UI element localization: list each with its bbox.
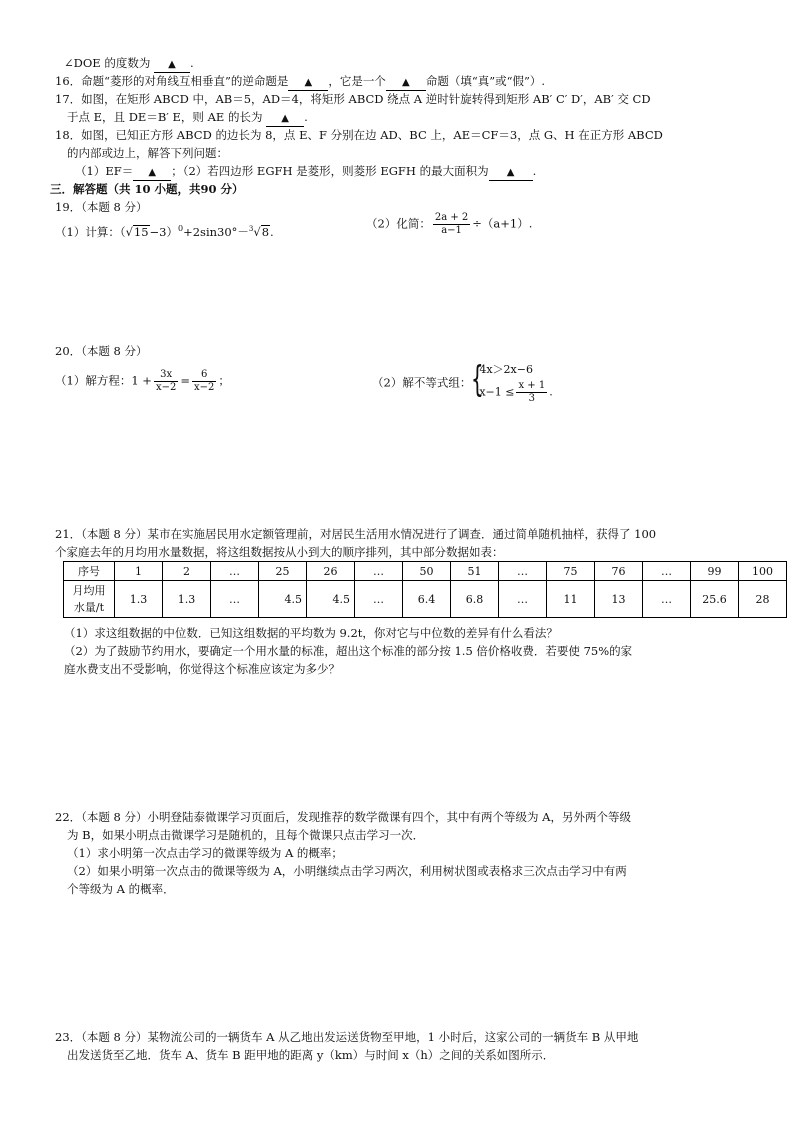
- question-20-heading: 20．（本题 8 分）: [55, 344, 148, 358]
- table-cell: 1: [115, 562, 163, 581]
- question-19-part1: （1）计算：$(√15-3)^0+2\sin 30^\circ-^3√8$.: [55, 224, 274, 239]
- table-cell: …: [643, 581, 691, 618]
- table-cell: 25.6: [691, 581, 739, 618]
- section-heading: 三．解答题（共 10 小题，共90 分）: [50, 182, 244, 196]
- question-21-parts: （1）求这组数据的中位数．已知这组数据的平均数为 9.2t，你对它与中位数的差异有什么看法？ （2）为了鼓励节约用水，要确定一个用水量的标准，超出这个标准的部分按 1.5 倍价格收费．若要使 75%的家 庭水费支出不受影响，你觉得这个标准应该定为多少？: [64, 626, 633, 676]
- question-18: 18．如图，已知正方形 ABCD 的边长为 8，点 E、F 分别在边 AD、BC 上，AE＝CF＝3，点 G、H 在正方形 ABCD 的内部或边上，解答下列问题： （1）EF＝ ▲ ；（2）若四边形 EGFH 是菱形，则菱形 EGFH 的最大面积为 ▲ .: [55, 126, 755, 181]
- answer-blank: ▲: [266, 110, 304, 127]
- table-header-cell: 月均用 水量/t: [64, 581, 115, 618]
- question-20-part2: （2）解不等式组： { 4x＞2x−6 x−1 ≤ $\frac{x + 1}{3}$ .: [372, 359, 553, 404]
- table-cell: …: [355, 581, 403, 618]
- table-row: [64, 562, 787, 581]
- table-cell: …: [499, 562, 547, 581]
- table-cell: …: [643, 562, 691, 581]
- table-cell: 4.5: [259, 581, 307, 618]
- table-cell: 75: [547, 562, 595, 581]
- q15-text: ∠DOE 的度数为: [64, 56, 151, 70]
- table-cell: 1.3: [115, 581, 163, 618]
- inequality-system: { 4x＞2x−6 x−1 ≤ $\frac{x + 1}{3}$ .: [471, 359, 553, 404]
- table-cell: …: [499, 581, 547, 618]
- table-cell: 100: [739, 562, 787, 581]
- answer-blank: ▲: [154, 56, 190, 73]
- table-cell: …: [211, 562, 259, 581]
- table-cell: 99: [691, 562, 739, 581]
- table-cell: 6.8: [451, 581, 499, 618]
- answer-blank: ▲: [489, 164, 533, 181]
- table-cell: 26: [307, 562, 355, 581]
- table-cell: 51: [451, 562, 499, 581]
- table-cell: 6.4: [403, 581, 451, 618]
- question-20-part1: （1）解方程：1 + $\frac{3x}{x-2}$ = $\frac{6}{x-2}$ ；: [55, 369, 230, 393]
- table-cell: …: [211, 581, 259, 618]
- table-header-cell: 序号: [64, 562, 115, 581]
- question-17: 17．如图，在矩形 ABCD 中，AB＝5，AD＝4，将矩形 ABCD 绕点 A 逆时针旋转得到矩形 AB′ C′ D′，AB′ 交 CD 于点 E，且 DE＝B′ E，则 AE 的长为 ▲ .: [55, 90, 755, 127]
- table-cell: 11: [547, 581, 595, 618]
- question-21: 21．（本题 8 分）某市在实施居民用水定额管理前，对居民生活用水情况进行了调查．通过简单随机抽样，获得了 100 个家庭去年的月均用水量数据，将这组数据按从小到大的顺序排列，其中部分数据如表：: [55, 527, 657, 559]
- table-cell: …: [355, 562, 403, 581]
- question-19-heading: 19．（本题 8 分）: [55, 200, 148, 214]
- table-cell: 1.3: [163, 581, 211, 618]
- water-usage-table: [63, 561, 787, 618]
- question-22: 22．（本题 8 分）小明登陆泰微课学习页面后，发现推荐的数学微课有四个，其中有两个等级为 A，另外两个等级 为 B，如果小明点击微课学习是随机的，且每个微课只点击学习一次． （1）求小明第一次点击学习的微课等级为 A 的概率； （2）如果小明第一次点击的微课等级为 A，小明继续点击学习两次，利用树状图或表格求三次点击学习中有两 个等级为 A 的概率．: [55, 810, 631, 896]
- table-cell: 28: [739, 581, 787, 618]
- answer-blank: ▲: [288, 74, 328, 91]
- question-number: 18．: [55, 128, 82, 142]
- answer-blank: ▲: [133, 164, 171, 181]
- question-23: 23．（本题 8 分）某物流公司的一辆货车 A 从乙地出发运送货物至甲地，1 小时后，这家公司的一辆货车 B 从甲地 出发送货至乙地．货车 A、货车 B 距甲地的距离 y（km）与时间 x（h）之间的关系如图所示．: [55, 1030, 639, 1062]
- question-number: 17．: [55, 92, 82, 106]
- table-cell: 76: [595, 562, 643, 581]
- question-number: 16．: [55, 74, 82, 88]
- question-16: 16．命题“菱形的对角线互相垂直”的逆命题是 ▲ ，它是一个 ▲ 命题（填“真”或“假”）.: [55, 72, 755, 91]
- table-cell: 25: [259, 562, 307, 581]
- q15-tail: ∠DOE 的度数为 ▲ .: [64, 54, 764, 73]
- table-row: [64, 581, 787, 618]
- table-cell: 50: [403, 562, 451, 581]
- question-19-part2: （2）化简： $\frac{2a + 2}{a-1}$ ÷（a+1）.: [366, 212, 533, 236]
- table-cell: 2: [163, 562, 211, 581]
- q17-line1: 如图，在矩形 ABCD 中，AB＝5，AD＝4，将矩形 ABCD 绕点 A 逆时针旋转得到矩形 AB′ C′ D′，AB′ 交 CD: [81, 92, 651, 106]
- answer-blank: ▲: [386, 74, 426, 91]
- table-cell: 13: [595, 581, 643, 618]
- table-cell: 4.5: [307, 581, 355, 618]
